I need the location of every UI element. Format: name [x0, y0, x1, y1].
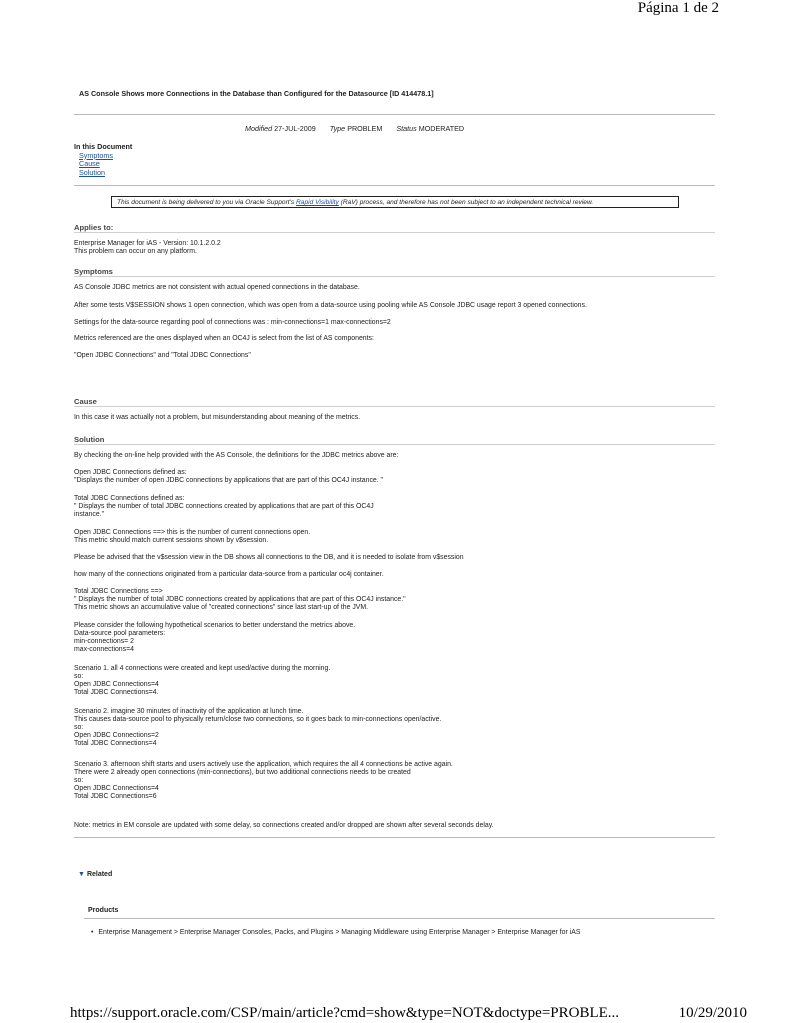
symptoms-paragraph: Metrics referenced are the ones displayed when an OC4J is select from the list of AS components: — [74, 335, 374, 342]
symptoms-paragraph: Settings for the data-source regarding pool of connections was : min-connections=1 max-connections=2 — [74, 319, 391, 326]
cause-paragraph: In this case it was actually not a problem, but misunderstanding about meaning of the metrics. — [74, 414, 361, 421]
status-label: Status — [396, 124, 417, 133]
type-value: PROBLEM — [347, 124, 383, 133]
solution-divider — [74, 444, 715, 445]
page-footer-date: 10/29/2010 — [678, 1005, 747, 1021]
solution-note: Note: metrics in EM console are updated with some delay, so connections created and/or dropped are shown after several seconds delay. — [74, 822, 494, 829]
document-meta — [245, 124, 464, 133]
solution-paragraph: By checking the on-line help provided with the AS Console, the definitions for the JDBC metrics above are: — [74, 452, 399, 459]
products-heading: Products — [88, 907, 119, 914]
modified-value: 27-JUL-2009 — [274, 124, 316, 133]
title-divider — [74, 114, 715, 115]
solution-paragraph: Please be advised that the v$session view in the DB shows all connections to the DB, and it is needed to isolate from v$session — [74, 554, 464, 561]
solution-heading: Solution — [74, 435, 105, 444]
solution-paragraph: Total JDBC Connections defined as: " Displays the number of total JDBC connections created by applications that are part of this OC4J instance." — [74, 495, 374, 518]
cause-heading: Cause — [74, 397, 97, 406]
expand-arrow-icon: ▼ — [78, 871, 85, 878]
solution-paragraph: Please consider the following hypothetical scenarios to better understand the metrics above. Data-source pool parameters: min-connections= 2 max-connections=4 — [74, 622, 356, 653]
table-of-contents — [74, 143, 132, 177]
solution-paragraph: Open JDBC Connections ==> this is the number of current connections open. This metric should match current sessions shown by v$session. — [74, 529, 311, 544]
applies-to-heading: Applies to: — [74, 223, 114, 232]
rav-notice-box — [111, 196, 679, 208]
solution-paragraph: Scenario 2. imagine 30 minutes of inactivity of the application at lunch time. This causes data-source pool to physically return/close two connections, so it goes back to min-connections open/active. so: Open JDBC Connections=2 Total JDBC Connections=4 — [74, 708, 442, 747]
cause-divider — [74, 406, 715, 407]
document-title: AS Console Shows more Connections in the Database than Configured for the Datasource [ID 414478.1] — [79, 89, 434, 98]
status-value: MODERATED — [418, 124, 465, 133]
symptoms-paragraph: AS Console JDBC metrics are not consistent with actual opened connections in the database. — [74, 284, 360, 291]
rapid-visibility-link[interactable]: Rapid Visibility — [296, 199, 339, 206]
notice-suffix: (RaV) process, and therefore has not been subject to an independent technical review. — [340, 199, 594, 206]
symptoms-paragraph: "Open JDBC Connections" and "Total JDBC Connections" — [74, 352, 251, 359]
solution-paragraph: Total JDBC Connections ==> " Displays the number of total JDBC connections created by applications that are part of this OC4J instance." This metric shows an accumulative value of "created connections" since last start-up of the JVM. — [74, 588, 406, 611]
related-section-toggle[interactable] — [78, 871, 112, 878]
symptoms-divider — [74, 276, 715, 277]
related-label: Related — [86, 871, 113, 878]
product-path-item — [91, 929, 580, 936]
toc-divider — [74, 185, 715, 186]
page-footer-url: https://support.oracle.com/CSP/main/article?cmd=show&type=NOT&doctype=PROBLE... — [70, 1005, 620, 1021]
solution-paragraph: Scenario 1. all 4 connections were created and kept used/active during the morning. so: Open JDBC Connections=4 Total JDBC Connections=4. — [74, 665, 331, 696]
applies-to-divider — [74, 232, 715, 233]
page-number-header: Página 1 de 2 — [637, 0, 719, 16]
symptoms-heading: Symptoms — [74, 267, 113, 276]
symptoms-paragraph: After some tests V$SESSION shows 1 open connection, which was open from a data-source using pooling while AS Console JDBC usage report 3 opened connections. — [74, 302, 587, 309]
solution-paragraph: Scenario 3. afternoon shift starts and users actively use the application, which requires the all 4 connections be active again. There were 2 already open connections (min-connections), but two additional connections needs to be created so: Open JDBC Connections=4 Total JDBC Connections=6 — [74, 761, 453, 800]
modified-label: Modified — [245, 124, 273, 133]
notice-prefix: This document is being delivered to you via Oracle Support's — [117, 199, 295, 206]
solution-paragraph: Open JDBC Connections defined as: "Displays the number of open JDBC connections by applications that are part of this OC4J instance. " — [74, 469, 384, 484]
toc-link-solution[interactable]: Solution — [79, 167, 105, 177]
toc-title: In this Document — [74, 142, 133, 151]
toc-link-cause[interactable]: Cause — [79, 159, 100, 169]
applies-to-text: Enterprise Manager for iAS - Version: 10.1.2.0.2 This problem can occur on any platform. — [74, 240, 221, 255]
solution-end-divider — [74, 837, 715, 838]
toc-link-symptoms[interactable]: Symptoms — [79, 150, 113, 160]
product-path-text: Enterprise Management > Enterprise Manager Consoles, Packs, and Plugins > Managing Middleware using Enterprise Manager > Enterprise Manager for iAS — [98, 929, 581, 936]
bullet-icon: • — [91, 929, 94, 936]
type-label: Type — [329, 124, 346, 133]
solution-paragraph: how many of the connections originated from a particular data-source from a particular oc4j container. — [74, 571, 384, 578]
products-divider — [84, 918, 715, 919]
